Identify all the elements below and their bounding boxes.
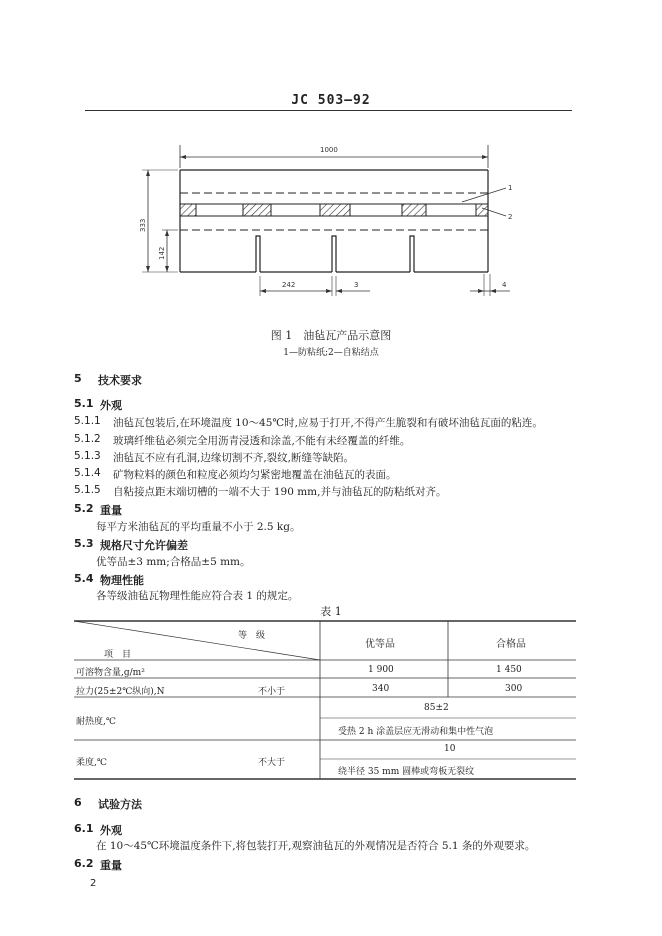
section-5-3-title: 规格尺寸允许偏差 [100,539,188,552]
section-5-4-number: 5.4 [74,572,94,585]
section-5-2-text: 每平方米油毡瓦的平均重量不小于 2.5 kg。 [96,521,301,533]
section-5-1-4-text: 矿物粒料的颜色和粒度必须均匀紧密地覆盖在油毡瓦的表面。 [113,469,397,481]
section-5-2-title: 重量 [100,504,122,517]
dim-tab-label: 142 [158,246,166,260]
section-5-1-2-text: 玻璃纤维毡必须完全用沥青浸透和涂盖,不能有未经覆盖的纤维。 [113,435,411,447]
section-6-2-title: 重量 [100,859,122,872]
section-5-1-number: 5.1 [74,397,94,410]
table-header-grade: 等 级 [238,631,266,641]
callout-1: 1 [508,184,513,192]
section-5-1-1-text: 油毡瓦包装后,在环境温度 10～45℃时,应易于打开,不得产生脆裂和有破坏油毡瓦面的粘连。 [113,417,543,429]
section-6-2-number: 6.2 [74,857,94,870]
section-5-1-2-number: 5.1.2 [74,433,101,445]
table-row-qualified: 1 450 [496,665,522,675]
table-flex-value: 10 [444,744,456,754]
section-6-title: 试验方法 [98,798,142,811]
dim-height-label: 333 [139,218,147,232]
standard-code: JC 503—92 [291,93,371,108]
section-5-1-4-number: 5.1.4 [74,467,101,479]
table-row-qualified: 300 [505,684,523,694]
section-5-1-3-text: 油毡瓦不应有孔洞,边缘切割不齐,裂纹,断缝等缺陷。 [113,452,355,464]
table-row-cond: 不小于 [258,687,286,697]
section-5-1-3-number: 5.1.3 [74,450,101,462]
dim-total-label: 1000 [320,146,338,154]
table-row-superior: 340 [372,684,390,694]
table-col-superior: 优等品 [365,639,395,650]
dim-slot-label: 3 [354,281,359,289]
figure-legend: 1—防粘纸;2—自粘结点 [283,348,379,358]
table-row-item: 拉力(25±2℃纵向),N [76,687,165,697]
table-header-item: 项 目 [104,650,132,660]
section-5-4-text: 各等级油毡瓦物理性能应符合表 1 的规定。 [96,590,299,602]
page-number: 2 [90,878,97,889]
section-6-1-number: 6.1 [74,822,94,835]
section-6-1-title: 外观 [100,824,122,837]
table-heat-note: 受热 2 h 涂盖层应无滑动和集中性气泡 [338,727,494,737]
section-5-1-5-text: 自粘接点距末端切槽的一端不大于 190 mm,并与油毡瓦的防粘纸对齐。 [113,486,447,498]
table-row-superior: 1 900 [368,665,394,675]
dim-tab-width-label: 242 [282,281,296,289]
table-flex-cond: 不大于 [258,758,286,768]
section-5-3-text: 优等品±3 mm;合格品±5 mm。 [96,556,251,568]
section-5-number: 5 [74,372,82,385]
table-title: 表 1 [320,605,342,618]
section-5-4-title: 物理性能 [100,574,144,587]
table-flex-note: 绕半径 35 mm 圆棒或弯板无裂纹 [338,767,475,777]
section-6-1-text: 在 10～45℃环境温度条件下,将包装打开,观察油毡瓦的外观情况是否符合 5.1 条的外观要求。 [96,840,536,852]
dim-edge-label: 4 [502,281,507,289]
figure-caption: 图 1 油毡瓦产品示意图 [270,329,392,342]
table-heat-value: 85±2 [424,703,449,713]
section-5-1-5-number: 5.1.5 [74,484,101,496]
section-5-1-1-number: 5.1.1 [74,415,101,427]
table-row-item: 可溶物含量,g/m² [76,668,145,678]
section-6-number: 6 [74,796,82,809]
table-col-qualified: 合格品 [496,639,526,650]
table-flex-item: 柔度,℃ [76,758,107,768]
table-heat-item: 耐热度,℃ [76,717,116,727]
section-5-3-number: 5.3 [74,537,94,550]
section-5-1-title: 外观 [100,399,122,412]
section-5-2-number: 5.2 [74,502,94,515]
section-5-title: 技术要求 [98,374,142,387]
callout-2: 2 [508,213,513,221]
